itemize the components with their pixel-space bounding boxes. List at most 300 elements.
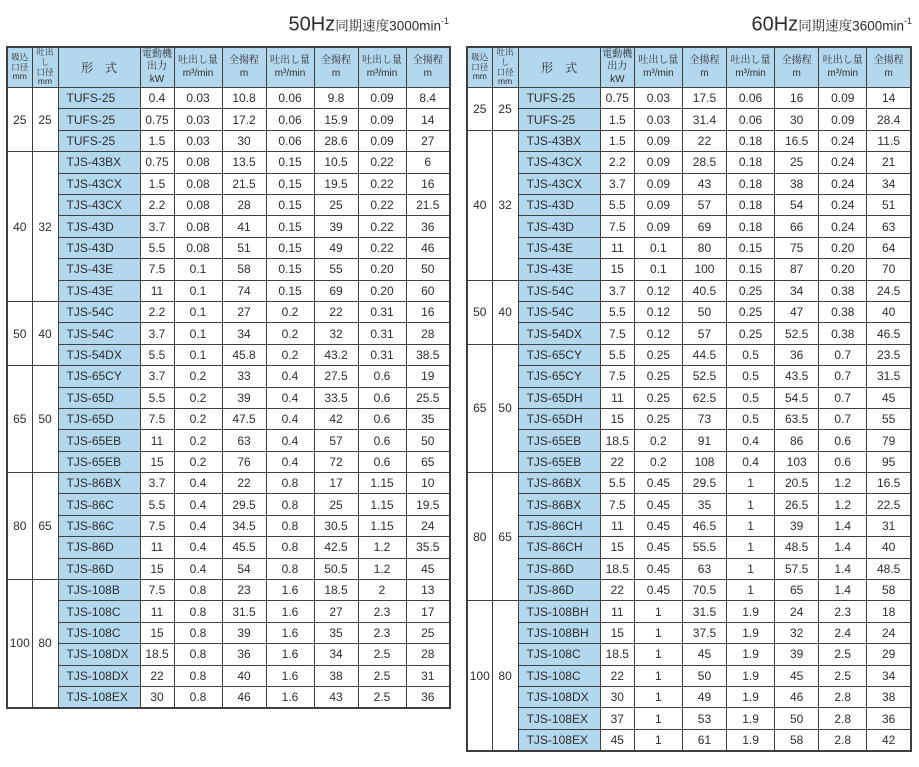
- suction-diameter-cell: 50: [7, 301, 32, 365]
- total-head-cell: 34: [222, 323, 266, 344]
- discharge-volume-cell: 2.5: [358, 665, 406, 686]
- table-row: [467, 601, 911, 622]
- total-head-cell: 80: [682, 237, 726, 258]
- motor-output-cell: 7.5: [600, 216, 634, 237]
- total-head-cell: 46: [406, 237, 450, 258]
- discharge-volume-cell: 0.5: [727, 366, 775, 387]
- model-cell: TJS-108BH: [518, 622, 600, 643]
- discharge-volume-cell: 1: [727, 558, 775, 579]
- model-cell: TJS-108C: [58, 601, 140, 622]
- discharge-volume-cell: 0.09: [634, 195, 682, 216]
- discharge-volume-cell: 0.25: [634, 408, 682, 429]
- suction-diameter-cell: 25: [467, 88, 492, 131]
- total-head-cell: 73: [682, 408, 726, 429]
- total-head-cell: 36: [867, 708, 911, 729]
- discharge-volume-cell: 1.6: [266, 601, 314, 622]
- title-frequency: 60Hz: [751, 13, 799, 36]
- total-head-cell: 42: [867, 729, 911, 750]
- total-head-cell: 10.5: [314, 152, 358, 173]
- table-row: [467, 729, 911, 750]
- table-row: [467, 259, 911, 280]
- total-head-cell: 34: [775, 280, 819, 301]
- header-motor-output: 電動機 出力kW: [140, 47, 174, 88]
- total-head-cell: 31.5: [682, 601, 726, 622]
- header-model: 形 式: [518, 47, 600, 88]
- discharge-volume-cell: 1.6: [266, 665, 314, 686]
- total-head-cell: 39: [314, 216, 358, 237]
- discharge-volume-cell: 0.6: [358, 366, 406, 387]
- motor-output-cell: 18.5: [600, 644, 634, 665]
- motor-output-cell: 15: [140, 558, 174, 579]
- total-head-cell: 19.5: [406, 494, 450, 515]
- discharge-diameter-cell: 32: [32, 152, 58, 302]
- motor-output-cell: 7.5: [140, 580, 174, 601]
- total-head-cell: 28.5: [682, 152, 726, 173]
- total-head-cell: 37.5: [682, 622, 726, 643]
- header-suction-diameter: 吸込 口径 mm: [467, 47, 492, 88]
- total-head-cell: 66: [775, 216, 819, 237]
- total-head-cell: 47: [775, 301, 819, 322]
- motor-output-cell: 3.7: [140, 366, 174, 387]
- motor-output-cell: 5.5: [600, 195, 634, 216]
- total-head-cell: 25: [775, 152, 819, 173]
- total-head-cell: 51: [222, 237, 266, 258]
- total-head-cell: 52.5: [775, 323, 819, 344]
- total-head-cell: 46: [222, 687, 266, 708]
- discharge-volume-cell: 0.12: [634, 323, 682, 344]
- motor-output-cell: 11: [600, 515, 634, 536]
- discharge-volume-cell: 0.22: [358, 173, 406, 194]
- model-cell: TJS-65CY: [58, 366, 140, 387]
- discharge-volume-cell: 0.31: [358, 344, 406, 365]
- motor-output-cell: 1.5: [600, 130, 634, 151]
- total-head-cell: 108: [682, 451, 726, 472]
- total-head-cell: 42: [314, 408, 358, 429]
- total-head-cell: 52.5: [682, 366, 726, 387]
- total-head-cell: 33.5: [314, 387, 358, 408]
- discharge-volume-cell: 0.09: [358, 88, 406, 109]
- motor-output-cell: 2.2: [600, 152, 634, 173]
- table-row: [7, 558, 450, 579]
- discharge-volume-cell: 1.9: [727, 665, 775, 686]
- total-head-cell: 25.5: [406, 387, 450, 408]
- total-head-cell: 21.5: [222, 173, 266, 194]
- total-head-cell: 22: [682, 130, 726, 151]
- total-head-cell: 31: [406, 665, 450, 686]
- total-head-cell: 45: [867, 387, 911, 408]
- table-row: [467, 387, 911, 408]
- total-head-cell: 64: [867, 237, 911, 258]
- total-head-cell: 86: [775, 430, 819, 451]
- discharge-volume-cell: 0.4: [266, 408, 314, 429]
- motor-output-cell: 1.5: [140, 130, 174, 151]
- discharge-volume-cell: 1.2: [358, 537, 406, 558]
- header-discharge-volume: 吐出し量 m³/min: [266, 47, 314, 88]
- discharge-volume-cell: 0.1: [174, 301, 222, 322]
- discharge-volume-cell: 0.2: [266, 301, 314, 322]
- discharge-volume-cell: 0.6: [358, 408, 406, 429]
- suction-diameter-cell: 25: [7, 88, 32, 152]
- total-head-cell: 50: [406, 259, 450, 280]
- discharge-volume-cell: 0.4: [174, 473, 222, 494]
- discharge-volume-cell: 0.6: [358, 387, 406, 408]
- total-head-cell: 25: [314, 494, 358, 515]
- total-head-cell: 50: [406, 430, 450, 451]
- motor-output-cell: 1.5: [140, 173, 174, 194]
- motor-output-cell: 7.5: [600, 323, 634, 344]
- title-speed-text: 同期速度3000min: [335, 18, 441, 34]
- discharge-volume-cell: 0.38: [819, 323, 867, 344]
- discharge-volume-cell: 0.09: [358, 130, 406, 151]
- header-total-head: 全揚程 m: [222, 47, 266, 88]
- discharge-volume-cell: 0.08: [174, 195, 222, 216]
- table-row: [467, 323, 911, 344]
- discharge-volume-cell: 0.8: [266, 537, 314, 558]
- table-row: [7, 109, 450, 130]
- total-head-cell: 36: [406, 687, 450, 708]
- discharge-volume-cell: 0.12: [634, 301, 682, 322]
- suction-diameter-cell: 40: [7, 152, 32, 302]
- model-cell: TJS-65DH: [518, 408, 600, 429]
- total-head-cell: 27.5: [314, 366, 358, 387]
- discharge-volume-cell: 0.8: [174, 687, 222, 708]
- model-cell: TJS-54C: [518, 280, 600, 301]
- total-head-cell: 47.5: [222, 408, 266, 429]
- total-head-cell: 31: [867, 515, 911, 536]
- model-cell: TJS-43CX: [518, 152, 600, 173]
- total-head-cell: 31.5: [867, 366, 911, 387]
- discharge-volume-cell: 0.4: [174, 494, 222, 515]
- total-head-cell: 35: [682, 494, 726, 515]
- discharge-volume-cell: 1.4: [819, 537, 867, 558]
- total-head-cell: 24: [867, 622, 911, 643]
- total-head-cell: 54.5: [775, 387, 819, 408]
- total-head-cell: 43: [682, 173, 726, 194]
- discharge-volume-cell: 0.8: [174, 665, 222, 686]
- header-motor-output: 電動機 出力kW: [600, 47, 634, 88]
- discharge-volume-cell: 0.15: [266, 173, 314, 194]
- discharge-volume-cell: 0.2: [174, 387, 222, 408]
- total-head-cell: 16: [406, 173, 450, 194]
- total-head-cell: 36: [406, 216, 450, 237]
- total-head-cell: 54: [775, 195, 819, 216]
- discharge-volume-cell: 0.03: [634, 109, 682, 130]
- model-cell: TJS-65CY: [518, 344, 600, 365]
- total-head-cell: 36: [775, 344, 819, 365]
- motor-output-cell: 5.5: [140, 237, 174, 258]
- discharge-volume-cell: 0.09: [634, 152, 682, 173]
- total-head-cell: 46.5: [867, 323, 911, 344]
- discharge-volume-cell: 0.38: [819, 301, 867, 322]
- discharge-volume-cell: 0.4: [727, 451, 775, 472]
- discharge-volume-cell: 0.15: [727, 237, 775, 258]
- motor-output-cell: 22: [600, 580, 634, 601]
- discharge-volume-cell: 0.45: [634, 515, 682, 536]
- discharge-volume-cell: 0.38: [819, 280, 867, 301]
- suction-diameter-cell: 80: [7, 473, 32, 580]
- table-row: [467, 152, 911, 173]
- discharge-volume-cell: 1.2: [358, 558, 406, 579]
- model-cell: TJS-54C: [58, 301, 140, 322]
- table-row: [7, 665, 450, 686]
- model-cell: TJS-86C: [58, 515, 140, 536]
- motor-output-cell: 5.5: [600, 301, 634, 322]
- discharge-volume-cell: 0.24: [819, 173, 867, 194]
- discharge-volume-cell: 0.15: [266, 259, 314, 280]
- motor-output-cell: 11: [140, 280, 174, 301]
- total-head-cell: 40: [867, 301, 911, 322]
- discharge-volume-cell: 0.08: [174, 216, 222, 237]
- total-head-cell: 29: [867, 644, 911, 665]
- suction-diameter-cell: 50: [467, 280, 492, 344]
- discharge-volume-cell: 0.03: [174, 130, 222, 151]
- total-head-cell: 45: [682, 644, 726, 665]
- table-row: [467, 644, 911, 665]
- model-cell: TUFS-25: [58, 109, 140, 130]
- table-row: [7, 323, 450, 344]
- model-cell: TUFS-25: [58, 130, 140, 151]
- header-discharge-volume: 吐出し量 m³/min: [634, 47, 682, 88]
- table-row: [7, 537, 450, 558]
- discharge-volume-cell: 0.8: [174, 601, 222, 622]
- discharge-volume-cell: 1.9: [727, 729, 775, 750]
- total-head-cell: 16: [406, 301, 450, 322]
- discharge-volume-cell: 1.2: [819, 473, 867, 494]
- discharge-volume-cell: 0.2: [634, 430, 682, 451]
- discharge-volume-cell: 2.5: [819, 665, 867, 686]
- discharge-volume-cell: 0.1: [174, 280, 222, 301]
- table-row: [467, 408, 911, 429]
- motor-output-cell: 7.5: [600, 366, 634, 387]
- table-row: [467, 687, 911, 708]
- motor-output-cell: 3.7: [140, 473, 174, 494]
- motor-output-cell: 5.5: [140, 387, 174, 408]
- total-head-cell: 15.9: [314, 109, 358, 130]
- total-head-cell: 28: [222, 195, 266, 216]
- header-discharge-volume: 吐出し量 m³/min: [819, 47, 867, 88]
- discharge-volume-cell: 0.1: [634, 259, 682, 280]
- header-model: 形 式: [58, 47, 140, 88]
- total-head-cell: 45.5: [222, 537, 266, 558]
- discharge-volume-cell: 0.45: [634, 537, 682, 558]
- discharge-volume-cell: 0.6: [819, 451, 867, 472]
- discharge-volume-cell: 0.2: [266, 323, 314, 344]
- total-head-cell: 43.5: [775, 366, 819, 387]
- model-cell: TJS-54C: [58, 323, 140, 344]
- discharge-volume-cell: 0.22: [358, 152, 406, 173]
- discharge-volume-cell: 0.06: [727, 88, 775, 109]
- discharge-volume-cell: 1: [727, 580, 775, 601]
- header-discharge-volume: 吐出し量 m³/min: [358, 47, 406, 88]
- table-row: [7, 88, 450, 109]
- total-head-cell: 63.5: [775, 408, 819, 429]
- motor-output-cell: 11: [140, 430, 174, 451]
- discharge-volume-cell: 1: [634, 708, 682, 729]
- table-row: [7, 173, 450, 194]
- motor-output-cell: 30: [600, 687, 634, 708]
- total-head-cell: 29.5: [682, 473, 726, 494]
- discharge-volume-cell: 0.15: [727, 259, 775, 280]
- model-cell: TJS-43D: [58, 216, 140, 237]
- pump-spec-table-60hz: [466, 46, 912, 752]
- discharge-volume-cell: 0.7: [819, 408, 867, 429]
- total-head-cell: 13.5: [222, 152, 266, 173]
- table-row: [7, 237, 450, 258]
- total-head-cell: 30: [775, 109, 819, 130]
- discharge-volume-cell: 0.5: [727, 387, 775, 408]
- model-cell: TUFS-25: [518, 109, 600, 130]
- header-total-head: 全揚程 m: [867, 47, 911, 88]
- table-row: [467, 515, 911, 536]
- motor-output-cell: 15: [140, 622, 174, 643]
- total-head-cell: 69: [682, 216, 726, 237]
- total-head-cell: 17: [314, 473, 358, 494]
- suction-diameter-cell: 80: [467, 473, 492, 601]
- total-head-cell: 45.8: [222, 344, 266, 365]
- total-head-cell: 63: [222, 430, 266, 451]
- discharge-volume-cell: 0.8: [266, 558, 314, 579]
- model-cell: TJS-108B: [58, 580, 140, 601]
- discharge-volume-cell: 0.1: [634, 237, 682, 258]
- discharge-volume-cell: 1: [634, 601, 682, 622]
- motor-output-cell: 11: [600, 237, 634, 258]
- discharge-volume-cell: 0.31: [358, 301, 406, 322]
- total-head-cell: 57: [682, 323, 726, 344]
- total-head-cell: 32: [314, 323, 358, 344]
- discharge-volume-cell: 2.5: [358, 687, 406, 708]
- total-head-cell: 87: [775, 259, 819, 280]
- table-row: [467, 451, 911, 472]
- total-head-cell: 100: [682, 259, 726, 280]
- model-cell: TJS-108DX: [58, 665, 140, 686]
- total-head-cell: 46: [775, 687, 819, 708]
- motor-output-cell: 5.5: [140, 494, 174, 515]
- total-head-cell: 38: [867, 687, 911, 708]
- motor-output-cell: 0.75: [600, 88, 634, 109]
- total-head-cell: 20.5: [775, 473, 819, 494]
- discharge-volume-cell: 0.03: [174, 88, 222, 109]
- motor-output-cell: 22: [600, 665, 634, 686]
- model-cell: TJS-43D: [518, 195, 600, 216]
- model-cell: TJS-86CH: [518, 537, 600, 558]
- discharge-volume-cell: 0.5: [727, 408, 775, 429]
- total-head-cell: 17.5: [682, 88, 726, 109]
- total-head-cell: 50: [682, 301, 726, 322]
- model-cell: TJS-86D: [58, 558, 140, 579]
- discharge-volume-cell: 1.2: [819, 494, 867, 515]
- total-head-cell: 50: [775, 708, 819, 729]
- table-row: [467, 237, 911, 258]
- table-row: [467, 366, 911, 387]
- total-head-cell: 34: [314, 644, 358, 665]
- header-total-head: 全揚程 m: [314, 47, 358, 88]
- total-head-cell: 69: [314, 280, 358, 301]
- discharge-volume-cell: 0.4: [266, 451, 314, 472]
- model-cell: TJS-108EX: [58, 687, 140, 708]
- total-head-cell: 17.2: [222, 109, 266, 130]
- table-row: [467, 622, 911, 643]
- discharge-volume-cell: 0.09: [819, 88, 867, 109]
- table-row: [7, 216, 450, 237]
- total-head-cell: 50.5: [314, 558, 358, 579]
- discharge-volume-cell: 0.09: [634, 130, 682, 151]
- motor-output-cell: 7.5: [600, 494, 634, 515]
- discharge-volume-cell: 0.8: [266, 515, 314, 536]
- discharge-volume-cell: 0.06: [266, 88, 314, 109]
- discharge-volume-cell: 0.45: [634, 580, 682, 601]
- total-head-cell: 17: [406, 601, 450, 622]
- table-row: [7, 622, 450, 643]
- discharge-volume-cell: 0.7: [819, 366, 867, 387]
- model-cell: TJS-108EX: [518, 708, 600, 729]
- motor-output-cell: 5.5: [600, 473, 634, 494]
- model-cell: TJS-43D: [58, 237, 140, 258]
- total-head-cell: 40.5: [682, 280, 726, 301]
- discharge-volume-cell: 2.4: [819, 622, 867, 643]
- discharge-diameter-cell: 80: [32, 580, 58, 708]
- total-head-cell: 16.5: [775, 130, 819, 151]
- total-head-cell: 103: [775, 451, 819, 472]
- total-head-cell: 18.5: [314, 580, 358, 601]
- total-head-cell: 34.5: [222, 515, 266, 536]
- discharge-volume-cell: 0.2: [174, 366, 222, 387]
- discharge-volume-cell: 0.4: [174, 558, 222, 579]
- suction-diameter-cell: 65: [7, 366, 32, 473]
- discharge-volume-cell: 0.1: [174, 259, 222, 280]
- header-suction-diameter: 吸込 口径 mm: [7, 47, 32, 88]
- discharge-volume-cell: 0.06: [727, 109, 775, 130]
- table-row: [7, 430, 450, 451]
- total-head-cell: 57: [314, 430, 358, 451]
- total-head-cell: 43: [314, 687, 358, 708]
- table-row: [467, 473, 911, 494]
- discharge-volume-cell: 0.03: [634, 88, 682, 109]
- discharge-volume-cell: 0.22: [358, 237, 406, 258]
- model-cell: TJS-54DX: [518, 323, 600, 344]
- total-head-cell: 34: [867, 173, 911, 194]
- total-head-cell: 22.5: [867, 494, 911, 515]
- total-head-cell: 38: [775, 173, 819, 194]
- total-head-cell: 16.5: [867, 473, 911, 494]
- model-cell: TJS-43CX: [518, 173, 600, 194]
- total-head-cell: 27: [222, 301, 266, 322]
- discharge-volume-cell: 0.4: [266, 366, 314, 387]
- discharge-volume-cell: 0.25: [727, 301, 775, 322]
- discharge-volume-cell: 0.08: [174, 237, 222, 258]
- total-head-cell: 95: [867, 451, 911, 472]
- discharge-volume-cell: 2.3: [819, 601, 867, 622]
- table-row: [7, 152, 450, 173]
- total-head-cell: 43.2: [314, 344, 358, 365]
- table-row: [467, 173, 911, 194]
- total-head-cell: 48.5: [867, 558, 911, 579]
- table-row: [7, 195, 450, 216]
- motor-output-cell: 0.4: [140, 88, 174, 109]
- total-head-cell: 39: [775, 515, 819, 536]
- total-head-cell: 40: [867, 537, 911, 558]
- motor-output-cell: 7.5: [140, 408, 174, 429]
- discharge-volume-cell: 1.6: [266, 644, 314, 665]
- discharge-volume-cell: 0.8: [266, 473, 314, 494]
- discharge-volume-cell: 1.9: [727, 601, 775, 622]
- discharge-volume-cell: 0.4: [174, 515, 222, 536]
- model-cell: TJS-65EB: [518, 451, 600, 472]
- model-cell: TJS-65D: [58, 408, 140, 429]
- discharge-volume-cell: 0.15: [266, 152, 314, 173]
- total-head-cell: 58: [222, 259, 266, 280]
- total-head-cell: 11.5: [867, 130, 911, 151]
- discharge-volume-cell: 0.06: [266, 109, 314, 130]
